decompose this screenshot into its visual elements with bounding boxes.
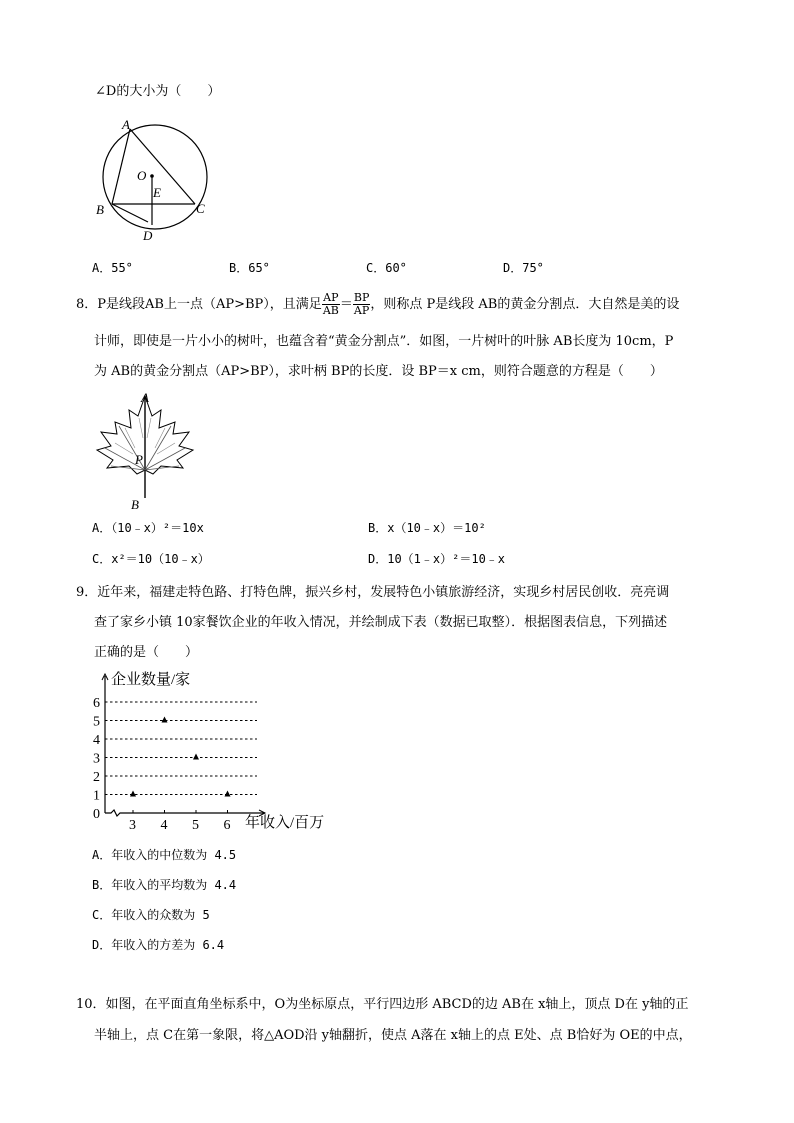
q8-label-a: A [141, 390, 149, 405]
q8-line-1-part-a: P是线段AB上一点（AP>BP），且满足 [97, 297, 322, 312]
q9-line-3: 正确的是（ ） [94, 645, 199, 660]
q8-option-c[interactable]: C．x²＝10（10﹣x） [92, 552, 210, 566]
q7-label-o: O [137, 168, 147, 183]
x-tick-label: 5 [192, 818, 199, 833]
q8-frac2-num: BP [353, 291, 370, 304]
q8-line-3: 为 AB的黄金分割点（AP>BP），求叶柄 BP的长度．设 BP＝x cm，则符合题意的方程是（ ） [94, 364, 663, 379]
q7-label-c: C [196, 201, 205, 216]
q8-fraction-bp-ap [353, 292, 371, 317]
q8-option-a[interactable]: A．（10﹣x）²＝10x [92, 521, 204, 535]
y-tick-label: 3 [93, 751, 100, 767]
x-tick-label: 4 [160, 818, 168, 833]
y-axis-label: 企业数量/家 [111, 672, 191, 688]
y-tick-label: 6 [93, 696, 100, 711]
y-tick-label: 5 [93, 714, 100, 730]
q9-option-d[interactable]: D．年收入的方差为 6.4 [92, 938, 225, 952]
x-axis-label: 年收入/百万 [245, 815, 325, 831]
q9-line-2: 查了家乡小镇 10家餐饮企业的年收入情况，并绘制成下表（数据已取整）．根据图表信息，下列描述 [94, 615, 668, 630]
q8-frac1-num: AP [323, 291, 339, 304]
q8-line-1 [76, 292, 679, 317]
data-point [225, 791, 231, 797]
q9-chart [85, 668, 335, 833]
q8-line-1-part-c: ，则称点 P是线段 AB的黄金分割点．大自然是美的设 [370, 297, 680, 312]
data-point [162, 717, 168, 723]
q8-leaf-figure [95, 388, 195, 513]
data-point [193, 754, 199, 760]
q8-option-d[interactable]: D．10（1﹣x）²＝10﹣x [368, 552, 506, 566]
q8-frac2-den: AP [353, 304, 370, 317]
q8-number: 8． [76, 297, 98, 312]
q10-line-2: 半轴上，点 C在第一象限，将△AOD沿 y轴翻折，使点 A落在 x轴上的点 E处、点 B恰好为 OE的中点， [94, 1028, 692, 1043]
q7-stem-tail: ∠D的大小为（ ） [95, 84, 221, 99]
q8-option-b[interactable]: B．x（10﹣x）＝10² [368, 521, 486, 535]
q10-line-1: 10．如图，在平面直角坐标系中，O为坐标原点，平行四边形 ABCD的边 AB在 x轴上，顶点 D在 y轴的正 [76, 997, 689, 1012]
x-tick-label: 3 [129, 818, 136, 833]
q7-label-b: B [96, 202, 104, 217]
q7-option-c[interactable]: C．60° [366, 261, 407, 275]
origin-label: 0 [93, 807, 100, 822]
q9-option-b[interactable]: B．年收入的平均数为 4.4 [92, 878, 237, 892]
q8-fraction-ap-ab [322, 292, 340, 317]
q9-option-a[interactable]: A．年收入的中位数为 4.5 [92, 848, 237, 862]
q7-circle-figure [90, 112, 220, 247]
q7-option-d[interactable]: D．75° [503, 261, 544, 275]
q9-option-c[interactable]: C．年收入的众数为 5 [92, 908, 210, 922]
q8-line-2: 计师，即使是一片小小的树叶，也蕴含着“黄金分割点”．如图，一片树叶的叶脉 AB长度为 10cm，P [94, 334, 674, 349]
q7-label-d: D [143, 228, 153, 243]
x-tick-label: 6 [223, 818, 231, 833]
q9-line-1: 9．近年来，福建走特色路、打特色牌，振兴乡村，发展特色小镇旅游经济，实现乡村居民创收．亮亮调 [76, 585, 670, 600]
q7-label-a: A [122, 117, 130, 132]
y-tick-label: 1 [93, 788, 100, 804]
data-point [130, 791, 136, 797]
q7-label-e: E [153, 185, 161, 200]
y-tick-label: 2 [93, 770, 100, 785]
q8-equals: ＝ [339, 297, 353, 312]
q7-option-a[interactable]: A．55° [92, 261, 133, 275]
q8-label-b: B [131, 497, 139, 512]
x-axis [105, 810, 265, 816]
q8-frac1-den: AB [322, 304, 339, 317]
q8-label-p: P [135, 452, 143, 467]
q7-option-b[interactable]: B．65° [229, 261, 270, 275]
y-tick-label: 4 [93, 733, 100, 748]
